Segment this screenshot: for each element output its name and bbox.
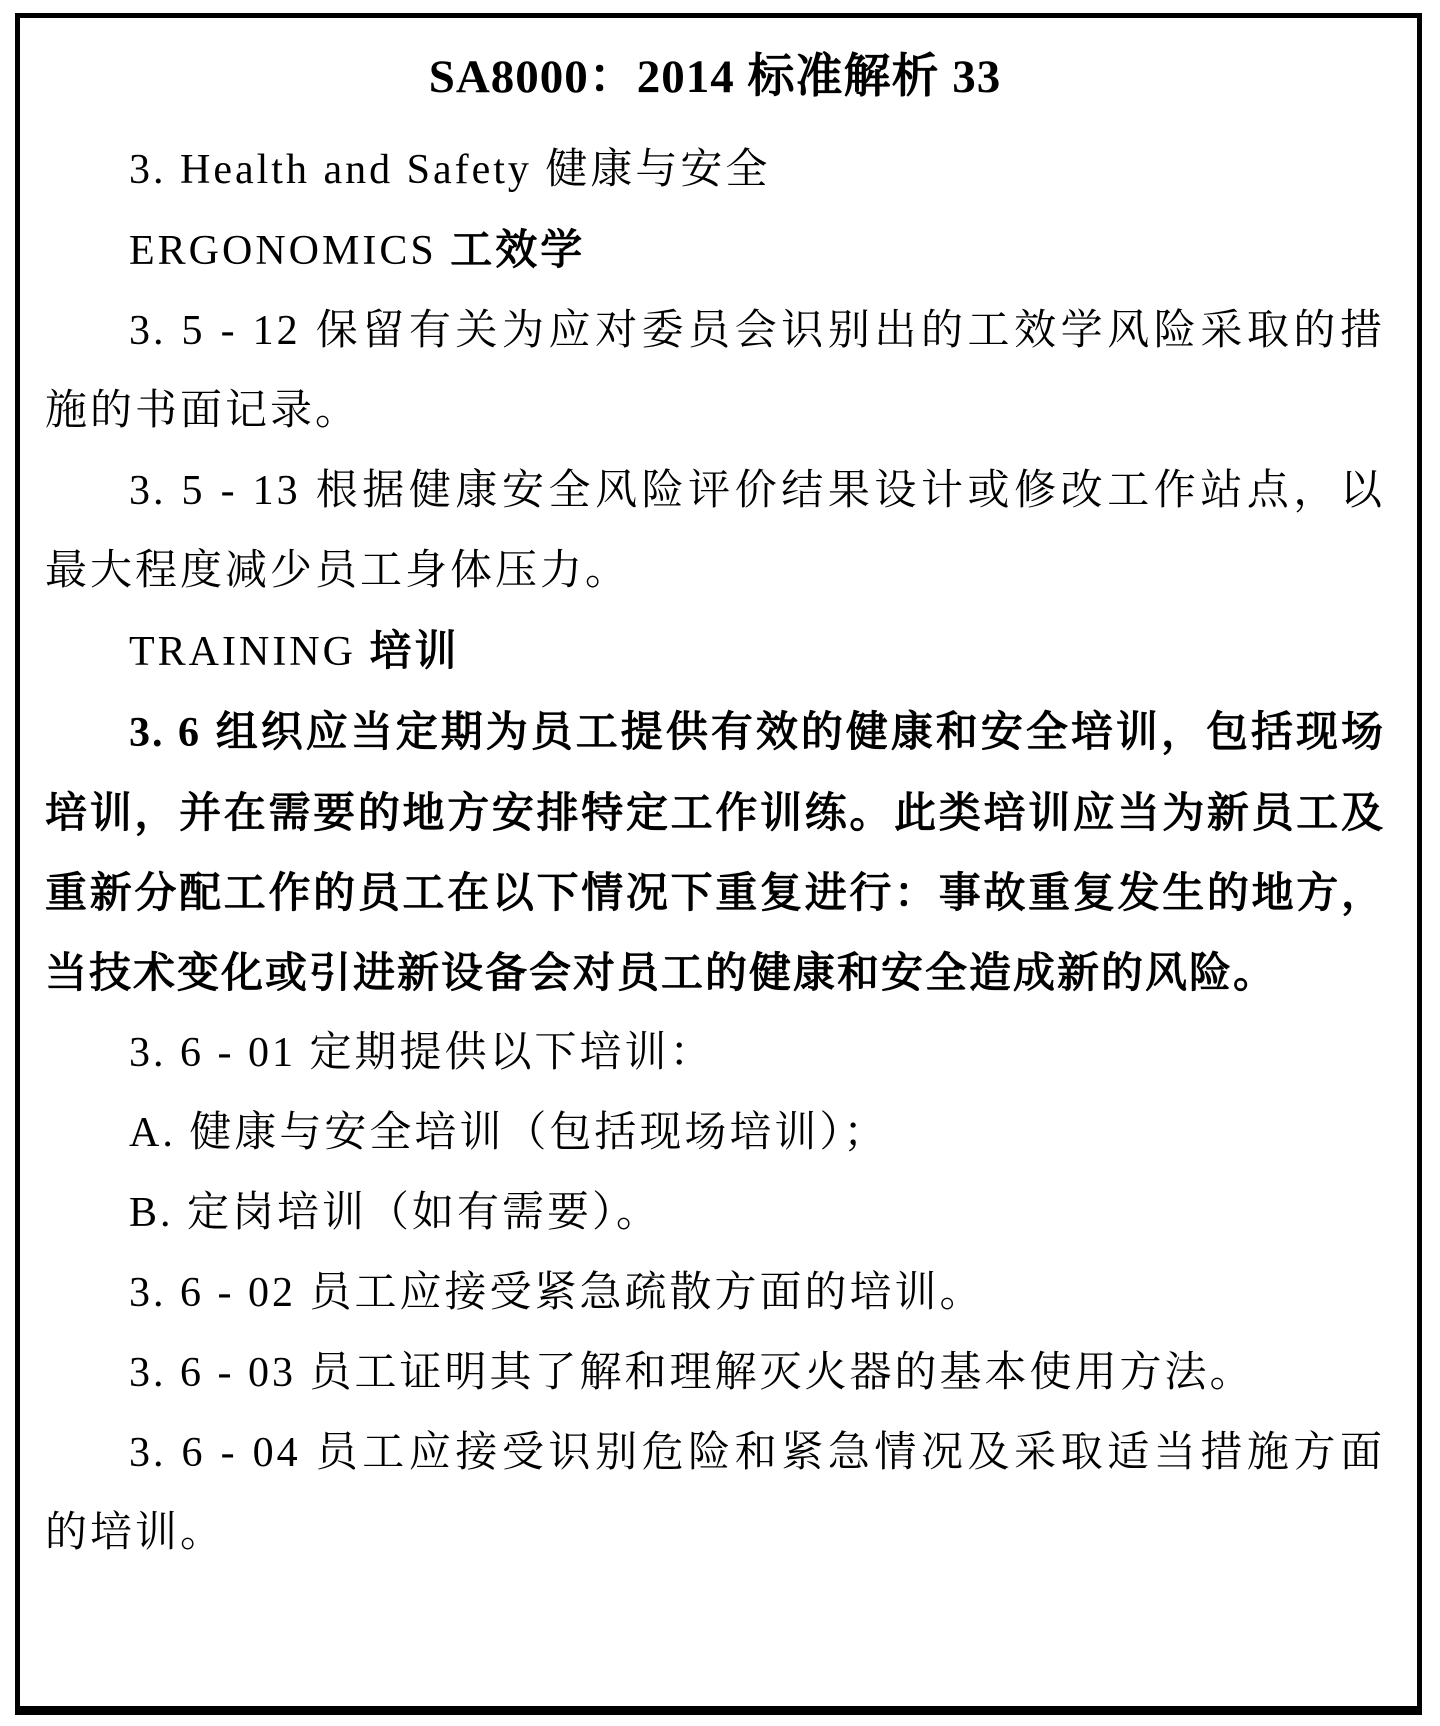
clause-3-6-01: 3. 6 - 01 定期提供以下培训： — [129, 1030, 715, 1076]
clause-3-5-12: 3. 5 - 12 保留有关为应对委员会识别出的工效学风险采取的措施的书面记录。 — [45, 308, 1385, 434]
subheading-training — [45, 611, 1385, 692]
clause-3-6-text: 组织应当定期为员工提供有效的健康和安全培训，包括现场培训，并在需要的地方安排特定工作训练。此类培训应当为新员工及重新分配工作的员工在以下情况下重复进行：事故重复发生的地方，当技术变化或引进新设备会对员工的健康和安全造成新的风险。 — [45, 708, 1385, 996]
clause-3-5-13: 3. 5 - 13 根据健康安全风险评价结果设计或修改工作站点，以最大程度减少员工身体压力。 — [45, 468, 1385, 594]
clause-3-6-number: 3. 6 — [129, 710, 202, 756]
clause-3-6-03: 3. 6 - 03 员工证明其了解和理解灭火器的基本使用方法。 — [129, 1350, 1255, 1396]
subheading-training-en: TRAINING — [129, 629, 356, 675]
subheading-ergonomics — [45, 210, 1385, 291]
list-item-a: A. 健康与安全培训（包括现场培训）； — [129, 1110, 889, 1156]
clause-3-6-04: 3. 6 - 04 员工应接受识别危险和紧急情况及采取适当措施方面的培训。 — [45, 1430, 1385, 1556]
subheading-ergonomics-zh: 工效学 — [450, 226, 586, 273]
page-title: SA8000：2014 标准解析 33 — [428, 51, 1002, 103]
document-page — [15, 13, 1422, 1715]
list-item-b: B. 定岗培训（如有需要）。 — [129, 1190, 662, 1236]
subheading-training-zh: 培训 — [369, 627, 460, 674]
clause-3-6-02: 3. 6 - 02 员工应接受紧急疏散方面的培训。 — [129, 1270, 985, 1316]
section-heading-health-and-safety: 3. Health and Safety 健康与安全 — [129, 147, 771, 193]
clause-3-6 — [45, 692, 1385, 1013]
subheading-ergonomics-en: ERGONOMICS — [129, 228, 437, 274]
